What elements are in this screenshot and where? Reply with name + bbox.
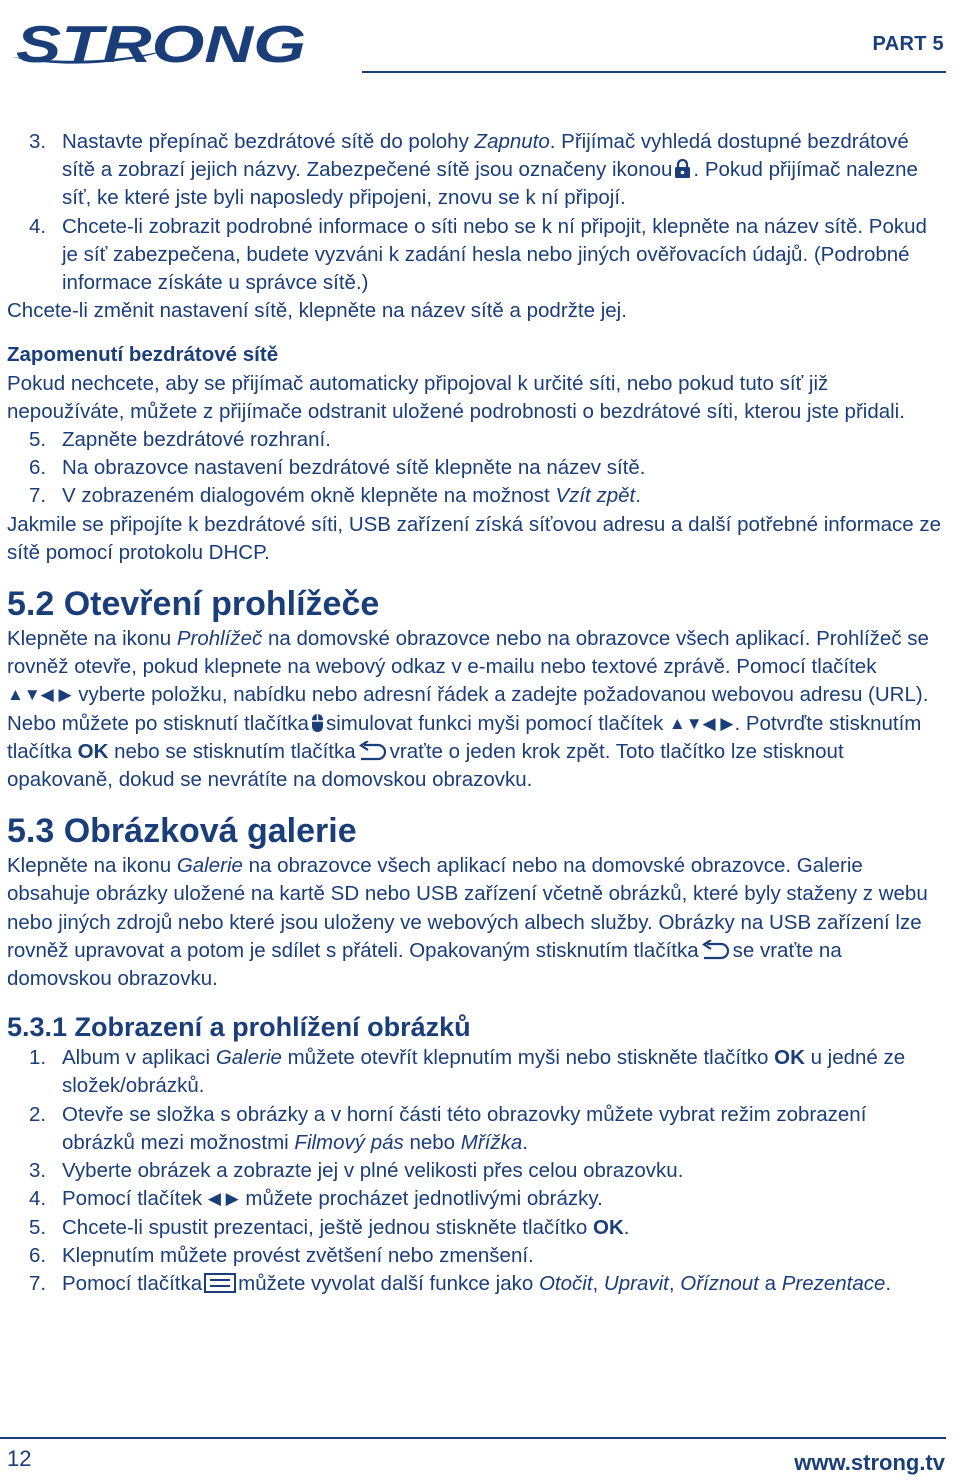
list-number: 4. (29, 214, 47, 238)
list-number: 7. (29, 484, 47, 508)
paragraph: Jakmile se připojíte k bezdrátové síti, USB zařízení získá síťovou adresu a další potřebné informace ze sítě pomocí protokolu DHCP. (7, 512, 942, 564)
list-number: 3. (29, 130, 47, 153)
list-number: 1. (29, 1046, 47, 1070)
list-number: 5. (29, 428, 47, 452)
list-item: 6. Klepnutím můžete provést zvětšení nebo zmenšení. (7, 1242, 944, 1270)
list-item: 5. Zapněte bezdrátové rozhraní. (7, 426, 944, 454)
page-number: 12 (7, 1446, 32, 1471)
back-icon (701, 940, 731, 960)
arrow-keys-icon: ▲▼◀ ▶ (668, 713, 734, 733)
mouse-icon (311, 713, 324, 733)
strong-logo-graphic (6, 10, 311, 70)
list-item: 7. Pomocí tlačítka můžete vyvolat další funkce jako Otočit, Upravit, Oříznout a Prezentace. (7, 1270, 944, 1298)
header-divider (362, 71, 946, 73)
list-number: 6. (29, 1243, 47, 1267)
back-icon (358, 741, 388, 761)
subsection-heading: 5.3.1 Zobrazení a prohlížení obrázků (7, 1012, 471, 1043)
arrow-keys-icon: ▲▼◀ ▶ (7, 685, 72, 705)
subheading: Zapomenutí bezdrátové sítě (7, 343, 279, 367)
list-item: 2. Otevře se složka s obrázky a v horní části této obrazovky můžete vybrat režim zobrazení obrázků mezi možnostmi Filmový pás nebo Mřížka. (29, 1102, 867, 1154)
list-item: 4. Pomocí tlačítek ◀ ▶ můžete procházet jednotlivými obrázky. (7, 1185, 944, 1213)
paragraph: Chcete-li změnit nastavení sítě, klepněte na název sítě a podržte jej. (7, 299, 627, 323)
list-item: 7. V zobrazeném dialogovém okně klepněte na možnost Vzít zpět. (7, 482, 944, 510)
section-heading: 5.2 Otevření prohlížeče (7, 585, 380, 624)
page-content (7, 128, 944, 1298)
lock-icon (674, 159, 691, 179)
paragraph: Pokud nechcete, aby se přijímač automaticky připojoval k určité síti, nebo pokud tuto síť již nepoužíváte, můžete z přijímače odstranit uložené podrobnosti o bezdrátové síti, kterou jste přidali. (7, 371, 905, 423)
list-number: 7. (29, 1271, 47, 1295)
strong-logo (6, 10, 311, 70)
paragraph: Klepněte na ikonu Prohlížeč na domovské obrazovce nebo na obrazovce všech aplikací. Prohlížeč se rovněž otevře, pokud klepnete na webový odkaz v e-mailu nebo textové zprávě. Pomocí tlačítek ▲▼◀ ▶ vyberte položku, nabídku nebo adresní řádek a zadejte požadovanou webovou adresu (URL). Nebo můžete po stisknutí tlačítka simulovat funkci myši pomocí tlačítek ▲▼◀ ▶. Potvrďte stisknutím tlačítka OK nebo se stisknutím tlačítka vraťte o jeden krok zpět. Toto tlačítko lze stisknout opakovaně, dokud se nevrátíte na domovskou obrazovku. (7, 627, 929, 792)
menu-icon (204, 1273, 236, 1293)
list-item: 4. Chcete-li zobrazit podrobné informace o síti nebo se k ní připojit, klepněte na název sítě. Pokud je síť zabezpečena, budete vyzváni k zadání hesla nebo jiných ověřovacích údajů. (Podrobné informace získáte u správce sítě.) (29, 214, 927, 295)
list-item: 1. Album v aplikaci Galerie můžete otevřít klepnutím myši nebo stiskněte tlačítko OK u jedné ze složek/obrázků. (29, 1046, 906, 1098)
list-number: 4. (29, 1187, 47, 1211)
list-item: 5. Chcete-li spustit prezentaci, ještě jednou stiskněte tlačítko OK. (7, 1214, 944, 1242)
arrow-keys-icon: ◀ ▶ (207, 1189, 239, 1209)
part-label: PART 5 (872, 33, 944, 55)
section-heading: 5.3 Obrázková galerie (7, 812, 357, 851)
list-item: 6. Na obrazovce nastavení bezdrátové sítě klepněte na název sítě. (7, 454, 944, 482)
list-number: 3. (29, 1159, 47, 1183)
footer-divider (0, 1437, 946, 1439)
logo-wordmark: STRONG (16, 16, 306, 70)
list-number: 6. (29, 456, 47, 480)
list-number: 5. (29, 1215, 47, 1239)
list-item: 3. Nastavte přepínač bezdrátové sítě do polohy Zapnuto. Přijímač vyhledá dostupné bezdrátové sítě a zobrazí jejich názvy. Zabezpečené sítě jsou označeny ikonou . Pokud přijímač nalezne síť, ke které jste byli naposledy připojeni, znovu se k ní připojí. (29, 130, 918, 210)
website-link[interactable]: www.strong.tv (794, 1450, 945, 1475)
list-item: 3. Vyberte obrázek a zobrazte jej v plné velikosti přes celou obrazovku. (7, 1157, 944, 1185)
paragraph: Klepněte na ikonu Galerie na obrazovce všech aplikací nebo na domovské obrazovce. Galerie obsahuje obrázky uložené na kartě SD nebo USB zařízení včetně obrázků, které byly staženy z webu nebo jiných zdrojů nebo které jsou uloženy ve webových albech služby. Obrázky na USB zařízení lze rovněž upravovat a potom je sdílet s přáteli. Opakovaným stisknutím tlačítka se vraťte na domovskou obrazovku. (7, 854, 928, 991)
list-number: 2. (29, 1102, 47, 1126)
